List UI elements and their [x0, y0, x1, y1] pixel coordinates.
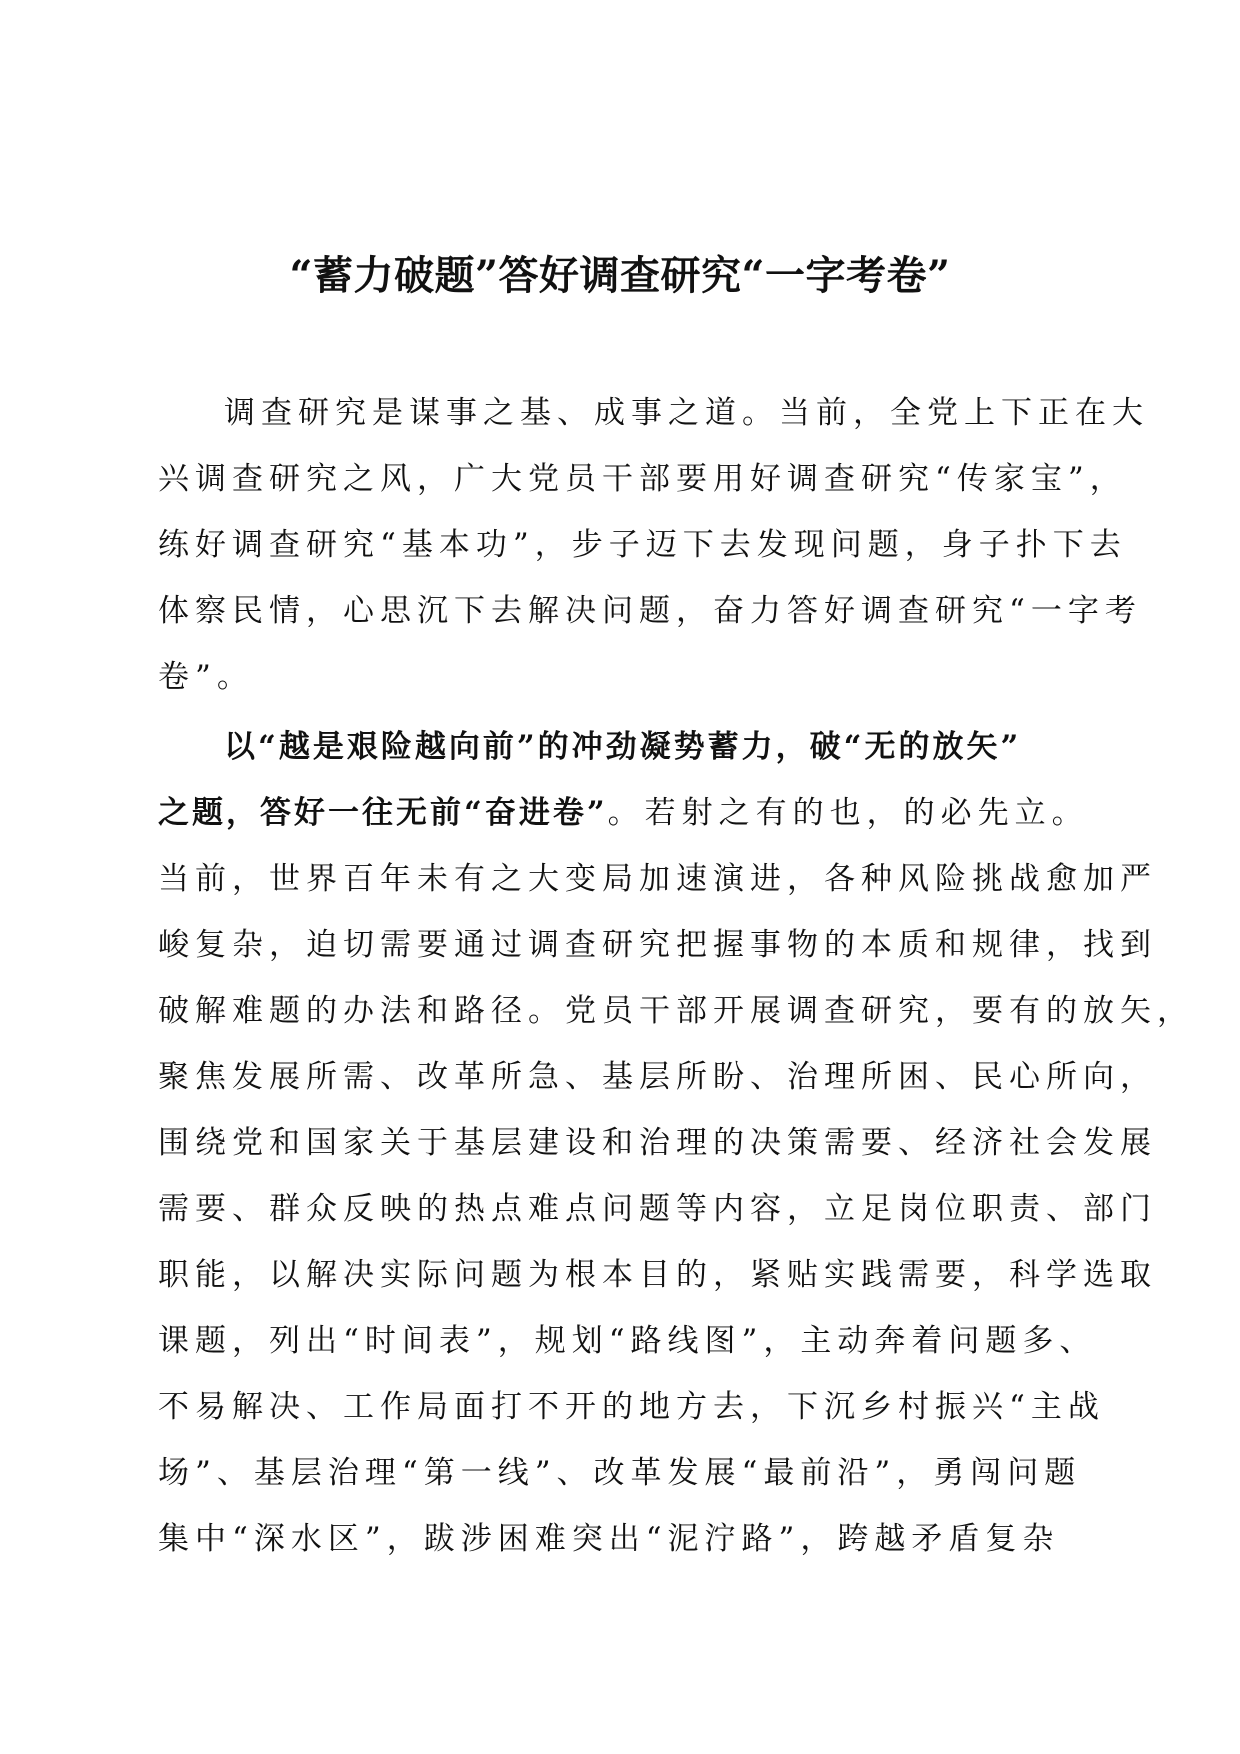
paragraph-line: 不易解决、工作局面打不开的地方去，下沉乡村振兴“主战 — [158, 1389, 1105, 1425]
paragraph-line: 卷”。 — [158, 659, 254, 695]
paragraph-line: 需要、群众反映的热点难点问题等内容，立足岗位职责、部门 — [158, 1191, 1157, 1227]
section-heading-line — [158, 780, 1098, 846]
paragraph-line: 体察民情，心思沉下去解决问题，奋力答好调查研究“一字考 — [158, 593, 1142, 629]
paragraph-line: 练好调查研究“基本功”，步子迈下去发现问题，身子扑下去 — [158, 527, 1127, 563]
section-heading-rest: 。若射之有的也，的必先立。 — [607, 795, 1089, 831]
document-title: “蓄力破题”答好调查研究“一字考卷” — [289, 252, 951, 299]
paragraph-line: 围绕党和国家关于基层建设和治理的决策需要、经济社会发展 — [158, 1125, 1157, 1161]
paragraph-section-one — [158, 714, 1194, 1572]
section-heading-line: 以“越是艰险越向前”的冲劲凝势蓄力，破“无的放矢” — [224, 729, 1022, 765]
paragraph-line: 调查研究是谋事之基、成事之道。当前，全党上下正在大 — [224, 395, 1149, 431]
paragraph-line: 聚焦发展所需、改革所急、基层所盼、治理所困、民心所向， — [158, 1059, 1157, 1095]
paragraph-intro — [158, 380, 1149, 710]
document-body — [158, 380, 1194, 1572]
paragraph-line: 课题，列出“时间表”，规划“路线图”，主动奔着问题多、 — [158, 1323, 1097, 1359]
paragraph-line: 破解难题的办法和路径。党员干部开展调查研究，要有的放矢， — [158, 993, 1194, 1029]
paragraph-line: 集中“深水区”，跋涉困难突出“泥泞路”，跨越矛盾复杂 — [158, 1521, 1060, 1557]
paragraph-line: 峻复杂，迫切需要通过调查研究把握事物的本质和规律，找到 — [158, 927, 1157, 963]
paragraph-line: 当前，世界百年未有之大变局加速演进，各种风险挑战愈加严 — [158, 861, 1157, 897]
paragraph-line: 场”、基层治理“第一线”、改革发展“最前沿”，勇闯问题 — [158, 1455, 1082, 1491]
section-heading-bold: 之题，答好一往无前“奋进卷” — [158, 795, 608, 831]
paragraph-line: 兴调查研究之风，广大党员干部要用好调查研究“传家宝”， — [158, 461, 1127, 497]
paragraph-line: 职能，以解决实际问题为根本目的，紧贴实践需要，科学选取 — [158, 1257, 1157, 1293]
